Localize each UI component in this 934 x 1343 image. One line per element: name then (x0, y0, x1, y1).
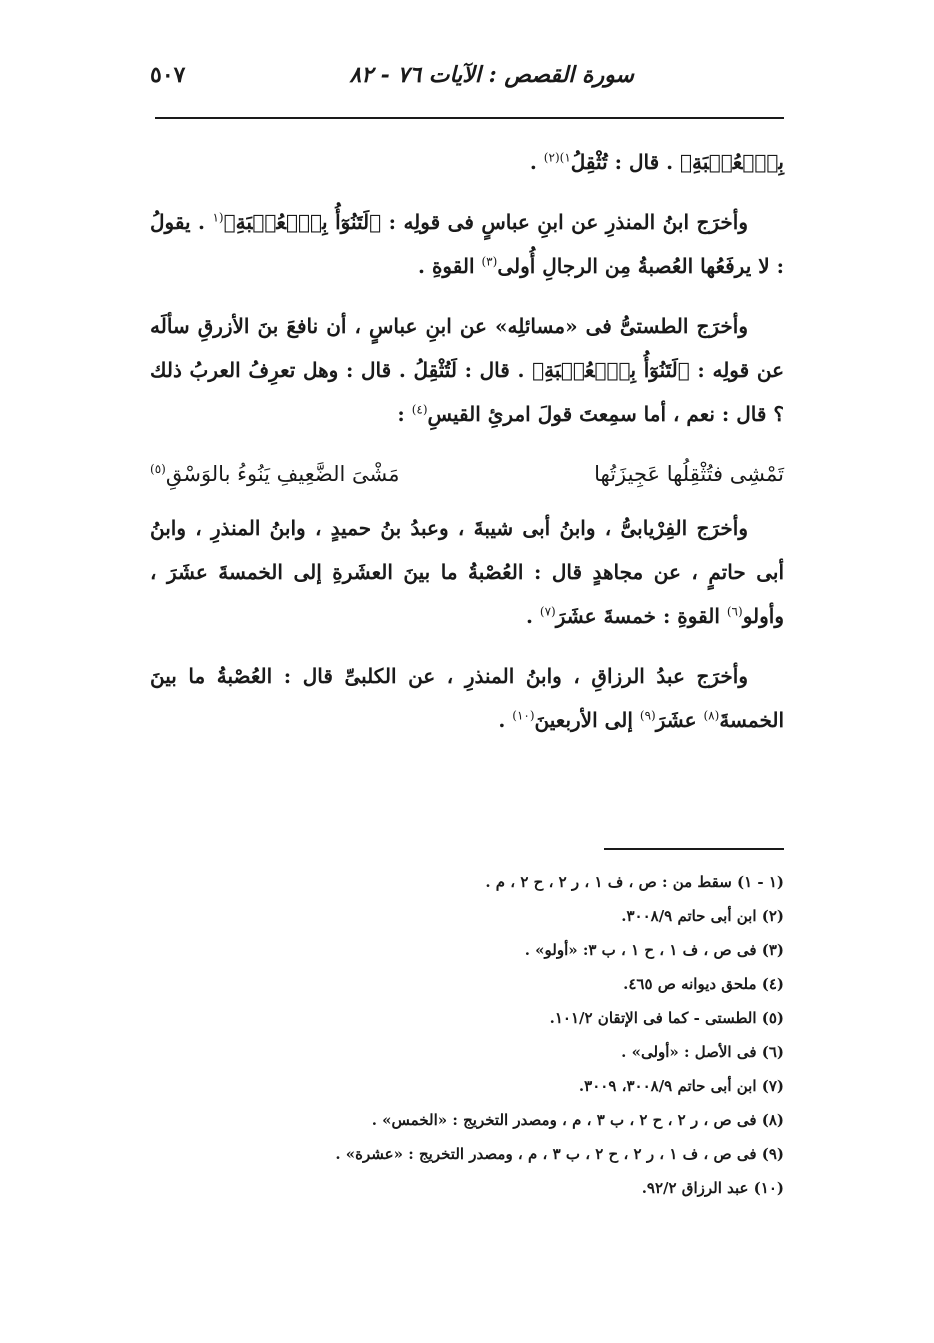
footnote-ref-8: (٨) (703, 708, 720, 723)
footnote-ref-3: (٣) (481, 254, 498, 269)
footnote-ref-7: (٧) (539, 604, 556, 619)
paragraph-3: وأخرَج الطستىُّ فى «مسائلِه» عن ابنِ عباسٍ ، أن نافعَ بنَ الأزرقِ سألَه عن قولِه : ﴿لَتَنُوٓأُ بِٱلۡعُصۡبَةِ﴾ . قال : لَتُثْقِلُ . قال : وهل تعرِفُ العربُ ذلك ؟ قال : نعم ، أما سمِعتَ قولَ امرئِ القيسِ$^{(٤)}$ : (150, 314, 784, 426)
footnote-ref-9: (٩) (639, 708, 656, 723)
footnote: (٤) ملحق ديوانه ص ٤٦٥. (623, 975, 784, 993)
footnote: (٦) فى الأصل : «أولى» . (621, 1043, 784, 1061)
paragraph-5: وأخرَج عبدُ الرزاقِ ، وابنُ المنذرِ ، عن الكلبىِّ قال : العُصْبةُ ما بينَ الخمسةَ$^{(٨)}$ عشَرَ$^{(٩)}$ إلى الأربعينَ$^{(١٠)}$ . (150, 664, 784, 732)
footnote: (٢) ابن أبى حاتم ٣٠٠٨/٩. (621, 907, 784, 925)
running-title: سورة القصص : الآيات ٧٦ - ٨٢ (349, 62, 634, 88)
paragraph-4: وأخرَج الفِرْيابىُّ ، وابنُ أبى شيبةَ ، وعبدُ بنُ حميدٍ ، وابنُ المنذرِ ، وابنُ أبى حاتمٍ ، عن مجاهدٍ قال : العُصْبةُ ما بينَ العشَرةِ إلى الخمسةَ عشَرَ ، وأولو$^{(٦)}$ القوةِ : خمسةَ عشَرَ$^{(٧)}$ . (150, 516, 784, 628)
poetry-verse (150, 452, 784, 496)
main-text (150, 140, 784, 758)
page-number: ٥٠٧ (150, 62, 186, 88)
footnote-ref-5: (٥) (150, 462, 166, 476)
footnote: (١٠) عبد الرزاق ٩٢/٢. (641, 1179, 784, 1197)
footnote: (٨) فى ص ، ر ٢ ، ح ٢ ، ب ٣ ، م ، ومصدر التخريج : «الخمس» . (371, 1111, 784, 1129)
footnote-ref-1b: ١) (559, 150, 571, 165)
page-header (150, 58, 784, 102)
paragraph-1: بِٱلۡعُصۡبَةِ﴾ . قال : تُثْقِلُ$^{١)(٢)}$ . (529, 150, 784, 174)
footnote-ref-4: (٤) (411, 402, 428, 417)
header-rule (155, 117, 784, 119)
footnote-ref-1: (١ (212, 210, 224, 225)
footnote: (١ - ١) سقط من : ص ، ف ١ ، ر ٢ ، ح ٢ ، م . (485, 873, 784, 891)
footnote: (٩) فى ص ، ف ١ ، ر ٢ ، ح ٢ ، ب ٣ ، م ، ومصدر التخريج : «عشرة» . (335, 1145, 784, 1163)
verse-second-hemistich-wrap: مَشْىَ الضَّعِيفِ يَنُوءُ بالوَسْقِ$^{(٥)}$ (150, 462, 400, 486)
footnote: (٣) فى ص ، ف ١ ، ح ١ ، ب ٣: «أولو» . (524, 941, 784, 959)
footnote-ref-2: (٢) (543, 150, 560, 165)
footnote-ref-6: (٦) (726, 604, 743, 619)
footnote: (٧) ابن أبى حاتم ٣٠٠٨/٩، ٣٠٠٩. (578, 1077, 784, 1095)
footnote: (٥) الطستى - كما فى الإتقان ١٠١/٢. (549, 1009, 784, 1027)
verse-first-hemistich: تَمْشِى فتُثْقِلُها عَجِيزَتُها (594, 462, 784, 486)
footnote-separator (604, 848, 784, 850)
footnote-ref-10: (١٠) (512, 708, 535, 723)
footnotes (150, 865, 784, 1205)
paragraph-2: وأخرَج ابنُ المنذرِ عن ابنِ عباسٍ فى قولِه : ﴿لَتَنُوٓأُ بِٱلۡعُصۡبَةِ﴾$^{(١}$ . يقولُ : لا يرفَعُها العُصبةُ مِن الرجالِ أُولى$^{(٣)}$ القوةِ . (150, 210, 784, 278)
